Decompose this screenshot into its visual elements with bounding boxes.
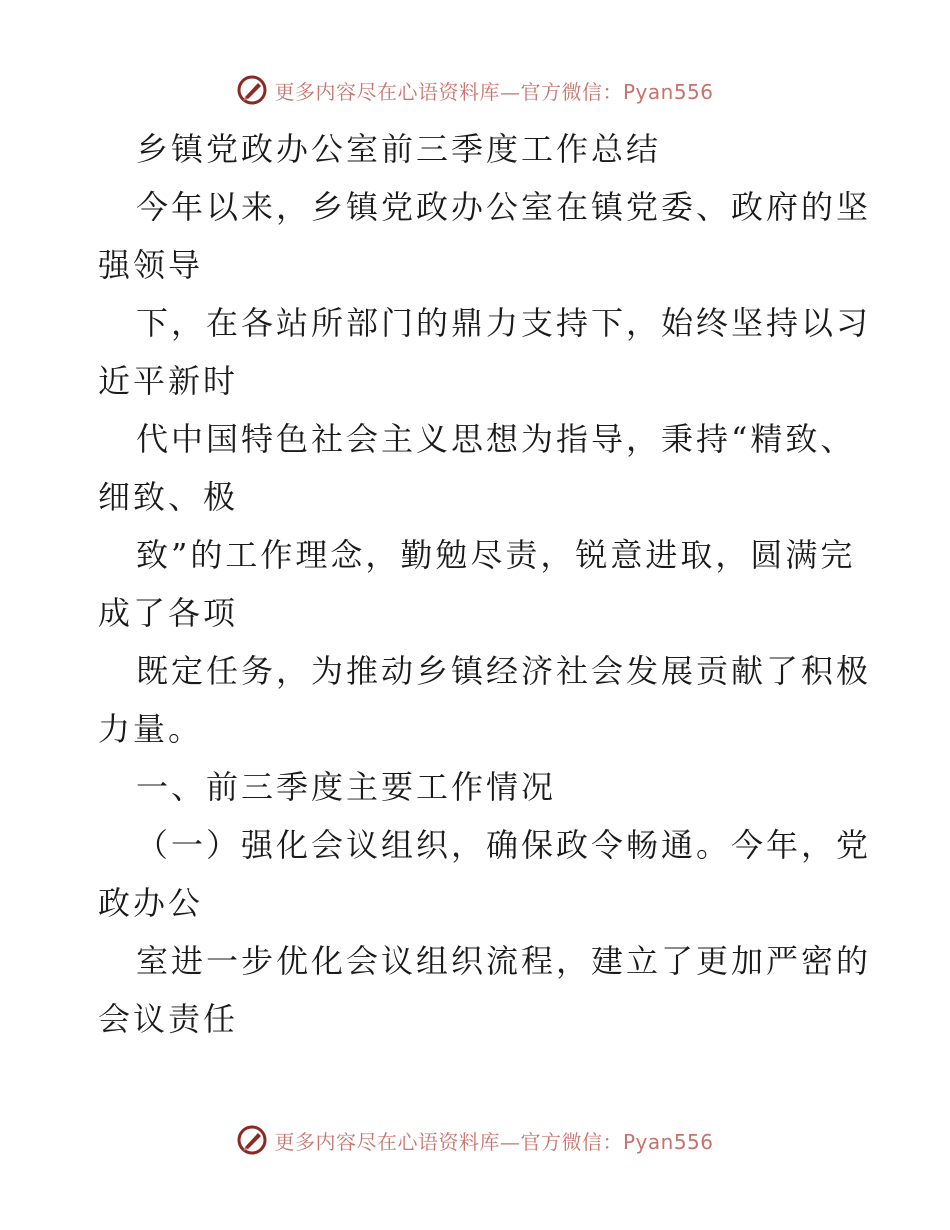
text-line: （一）强化会议组织，确保政令畅通。今年，党 [136,826,872,864]
text-line: 政办公 [98,884,204,922]
watermark-text [274,1126,713,1155]
watermark-label: 官方微信： [520,1129,623,1154]
text-line: 会议责任 [98,1000,239,1038]
text-line: 代中国特色社会主义思想为指导，秉持“精致、 [136,420,856,458]
watermark-wechat-id: Pyan556 [622,1129,714,1154]
pen-logo-icon [236,1124,268,1156]
text-line: 成了各项 [98,594,239,632]
text-line: 力量。 [98,710,204,748]
document-body [98,120,872,1048]
text-line: 细致、极 [98,478,239,516]
text-line: 近平新时 [98,362,239,400]
watermark-label: 官方微信： [520,79,623,104]
header-watermark [0,70,950,110]
text-line: 一、前三季度主要工作情况 [136,768,557,806]
watermark-slogan: 更多内容尽在心语资料库 [274,1129,500,1154]
watermark-slogan: 更多内容尽在心语资料库 [274,79,500,104]
pen-logo-icon [236,74,268,106]
text-line: 室进一步优化会议组织流程，建立了更加严密的 [136,942,872,980]
text-line: 强领导 [98,246,204,284]
text-line: 既定任务，为推动乡镇经济社会发展贡献了积极 [136,652,872,690]
watermark-dash: — [499,1129,521,1154]
watermark-text [274,76,713,105]
text-line: 乡镇党政办公室前三季度工作总结 [136,130,662,168]
text-line: 今年以来，乡镇党政办公室在镇党委、政府的坚 [136,188,872,226]
footer-watermark [0,1120,950,1160]
text-line: 下，在各站所部门的鼎力支持下，始终坚持以习 [136,304,872,342]
watermark-wechat-id: Pyan556 [622,79,714,104]
text-line: 致”的工作理念，勤勉尽责，锐意进取，圆满完 [136,536,856,574]
watermark-dash: — [499,79,521,104]
